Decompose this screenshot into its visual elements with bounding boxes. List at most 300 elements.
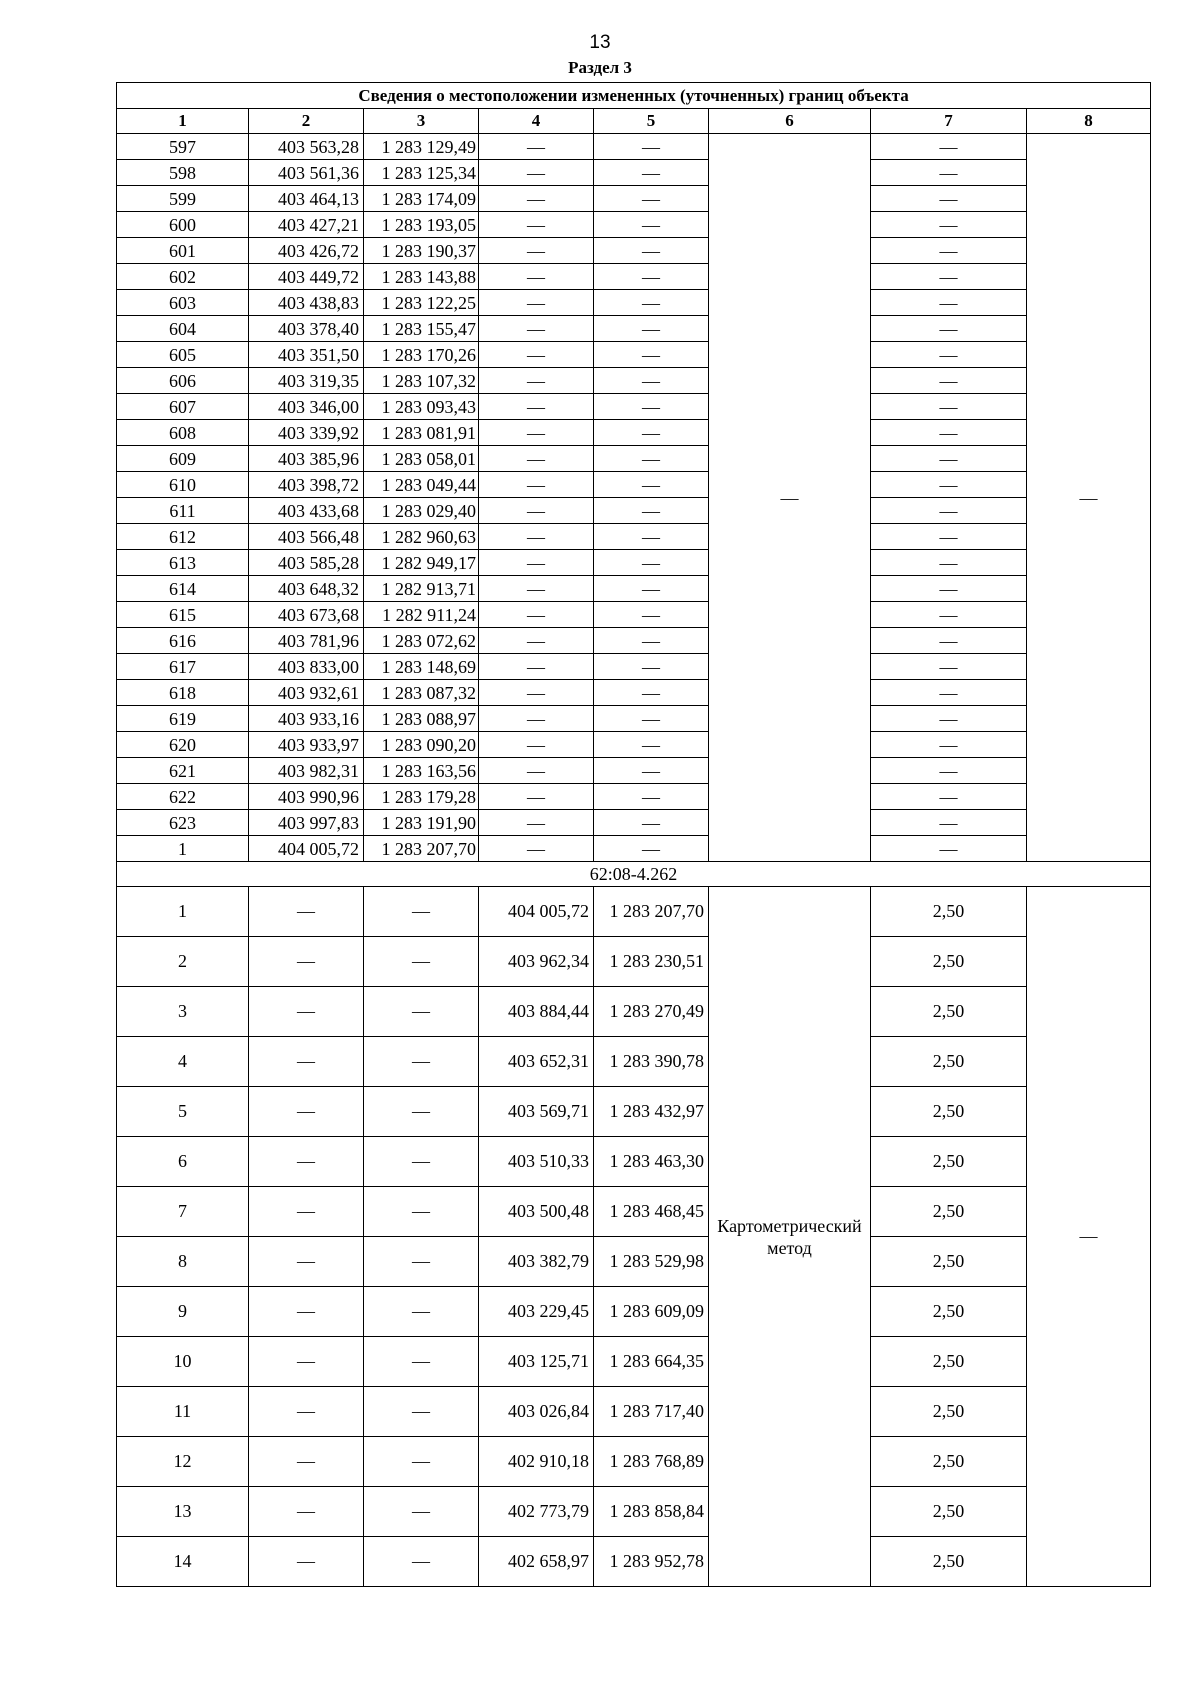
table-row: [117, 446, 1151, 472]
coord-x-cell: 403 398,72: [249, 472, 364, 498]
coord-x-cell: —: [249, 1037, 364, 1087]
table-row: [117, 810, 1151, 836]
coord-x-cell: 403 566,48: [249, 524, 364, 550]
accuracy-cell: 2,50: [871, 1487, 1027, 1537]
point-number-cell: 621: [117, 758, 249, 784]
accuracy-cell: 2,50: [871, 1337, 1027, 1387]
accuracy-cell: —: [871, 524, 1027, 550]
accuracy-cell: —: [871, 264, 1027, 290]
table-row: [117, 784, 1151, 810]
accuracy-cell: —: [871, 134, 1027, 160]
new-x-cell: —: [479, 134, 594, 160]
accuracy-cell: —: [871, 810, 1027, 836]
method-cell: —: [709, 134, 871, 862]
coord-x-cell: 403 561,36: [249, 160, 364, 186]
coord-y-cell: —: [364, 1187, 479, 1237]
table-row: [117, 706, 1151, 732]
coord-x-cell: —: [249, 1087, 364, 1137]
new-y-cell: —: [594, 706, 709, 732]
page-number: 13: [589, 32, 611, 53]
coord-x-cell: 403 990,96: [249, 784, 364, 810]
coord-x-cell: 403 378,40: [249, 316, 364, 342]
accuracy-cell: —: [871, 706, 1027, 732]
accuracy-cell: 2,50: [871, 887, 1027, 937]
coord-y-cell: 1 283 090,20: [364, 732, 479, 758]
table-row: [117, 238, 1151, 264]
accuracy-cell: 2,50: [871, 1387, 1027, 1437]
coord-y-cell: 1 283 029,40: [364, 498, 479, 524]
accuracy-cell: —: [871, 576, 1027, 602]
method-cell: Картометрический метод: [709, 887, 871, 1587]
coord-y-cell: —: [364, 1287, 479, 1337]
accuracy-cell: 2,50: [871, 937, 1027, 987]
table-row: [117, 212, 1151, 238]
new-y-cell: 1 283 858,84: [594, 1487, 709, 1537]
coord-y-cell: 1 283 163,56: [364, 758, 479, 784]
accuracy-cell: —: [871, 342, 1027, 368]
coord-y-cell: 1 283 174,09: [364, 186, 479, 212]
new-x-cell: 403 569,71: [479, 1087, 594, 1137]
new-y-cell: —: [594, 810, 709, 836]
table-row: [117, 1237, 1151, 1287]
column-header: 7: [871, 109, 1027, 134]
table-row: [117, 420, 1151, 446]
table-row: [117, 550, 1151, 576]
coord-x-cell: 403 339,92: [249, 420, 364, 446]
point-number-cell: 605: [117, 342, 249, 368]
table-row: [117, 186, 1151, 212]
new-y-cell: 1 283 230,51: [594, 937, 709, 987]
accuracy-cell: 2,50: [871, 1537, 1027, 1587]
new-x-cell: —: [479, 654, 594, 680]
new-y-cell: —: [594, 212, 709, 238]
accuracy-cell: 2,50: [871, 1437, 1027, 1487]
coord-y-cell: —: [364, 987, 479, 1037]
accuracy-cell: —: [871, 498, 1027, 524]
point-number-cell: 611: [117, 498, 249, 524]
point-number-cell: 12: [117, 1437, 249, 1487]
new-x-cell: —: [479, 706, 594, 732]
point-number-cell: 5: [117, 1087, 249, 1137]
point-number-cell: 622: [117, 784, 249, 810]
accuracy-cell: —: [871, 186, 1027, 212]
coord-y-cell: 1 283 207,70: [364, 836, 479, 862]
new-x-cell: 402 658,97: [479, 1537, 594, 1587]
point-number-cell: 618: [117, 680, 249, 706]
coord-x-cell: 403 933,16: [249, 706, 364, 732]
coord-x-cell: 403 438,83: [249, 290, 364, 316]
table-row: [117, 602, 1151, 628]
table-row: [117, 732, 1151, 758]
new-y-cell: 1 283 432,97: [594, 1087, 709, 1137]
new-y-cell: 1 283 609,09: [594, 1287, 709, 1337]
coord-x-cell: —: [249, 1137, 364, 1187]
accuracy-cell: —: [871, 160, 1027, 186]
coord-x-cell: 403 933,97: [249, 732, 364, 758]
new-y-cell: 1 283 270,49: [594, 987, 709, 1037]
new-y-cell: —: [594, 342, 709, 368]
point-number-cell: 606: [117, 368, 249, 394]
new-y-cell: 1 283 207,70: [594, 887, 709, 937]
new-x-cell: —: [479, 810, 594, 836]
point-number-cell: 602: [117, 264, 249, 290]
new-x-cell: —: [479, 576, 594, 602]
point-number-cell: 601: [117, 238, 249, 264]
table-row: [117, 342, 1151, 368]
point-number-cell: 616: [117, 628, 249, 654]
object-id: 62:08-4.262: [117, 862, 1151, 887]
new-x-cell: —: [479, 498, 594, 524]
new-y-cell: —: [594, 654, 709, 680]
coord-y-cell: 1 283 107,32: [364, 368, 479, 394]
point-number-cell: 619: [117, 706, 249, 732]
table-row: [117, 316, 1151, 342]
new-y-cell: —: [594, 394, 709, 420]
coord-x-cell: 403 648,32: [249, 576, 364, 602]
column-header: 5: [594, 109, 709, 134]
new-x-cell: —: [479, 290, 594, 316]
coord-x-cell: 403 351,50: [249, 342, 364, 368]
coord-y-cell: 1 283 058,01: [364, 446, 479, 472]
coord-y-cell: —: [364, 1237, 479, 1287]
table-row: [117, 758, 1151, 784]
coord-x-cell: 403 385,96: [249, 446, 364, 472]
accuracy-cell: —: [871, 394, 1027, 420]
point-number-cell: 604: [117, 316, 249, 342]
new-y-cell: —: [594, 498, 709, 524]
point-number-cell: 6: [117, 1137, 249, 1187]
coord-x-cell: 403 781,96: [249, 628, 364, 654]
new-x-cell: 402 773,79: [479, 1487, 594, 1537]
table-row: [117, 576, 1151, 602]
new-y-cell: —: [594, 732, 709, 758]
new-x-cell: —: [479, 238, 594, 264]
new-x-cell: —: [479, 212, 594, 238]
coord-x-cell: —: [249, 1237, 364, 1287]
new-y-cell: 1 283 664,35: [594, 1337, 709, 1387]
coord-x-cell: —: [249, 937, 364, 987]
accuracy-cell: —: [871, 446, 1027, 472]
coord-y-cell: 1 283 179,28: [364, 784, 479, 810]
point-number-cell: 610: [117, 472, 249, 498]
table-row: [117, 1187, 1151, 1237]
point-number-cell: 1: [117, 887, 249, 937]
new-x-cell: —: [479, 680, 594, 706]
new-x-cell: —: [479, 342, 594, 368]
coord-y-cell: 1 282 960,63: [364, 524, 479, 550]
point-number-cell: 3: [117, 987, 249, 1037]
new-x-cell: —: [479, 524, 594, 550]
object-id-row: [117, 862, 1151, 887]
table-row: [117, 1087, 1151, 1137]
new-y-cell: 1 283 768,89: [594, 1437, 709, 1487]
description-cell: —: [1027, 134, 1151, 862]
column-header-row: [117, 109, 1151, 134]
coord-y-cell: 1 283 088,97: [364, 706, 479, 732]
new-x-cell: —: [479, 420, 594, 446]
new-x-cell: 403 884,44: [479, 987, 594, 1037]
coord-y-cell: —: [364, 1437, 479, 1487]
new-y-cell: 1 283 529,98: [594, 1237, 709, 1287]
coord-y-cell: 1 283 049,44: [364, 472, 479, 498]
accuracy-cell: —: [871, 654, 1027, 680]
new-x-cell: —: [479, 732, 594, 758]
point-number-cell: 7: [117, 1187, 249, 1237]
coord-x-cell: —: [249, 1337, 364, 1387]
coord-y-cell: 1 283 155,47: [364, 316, 479, 342]
table-row: [117, 498, 1151, 524]
coord-x-cell: 403 997,83: [249, 810, 364, 836]
point-number-cell: 608: [117, 420, 249, 446]
coord-x-cell: 403 426,72: [249, 238, 364, 264]
accuracy-cell: —: [871, 290, 1027, 316]
boundary-table: [116, 82, 1151, 1587]
point-number-cell: 9: [117, 1287, 249, 1337]
coord-y-cell: 1 283 191,90: [364, 810, 479, 836]
table-row: [117, 524, 1151, 550]
accuracy-cell: 2,50: [871, 1187, 1027, 1237]
table-row: [117, 394, 1151, 420]
new-x-cell: 403 229,45: [479, 1287, 594, 1337]
accuracy-cell: —: [871, 758, 1027, 784]
accuracy-cell: —: [871, 238, 1027, 264]
coord-y-cell: 1 283 148,69: [364, 654, 479, 680]
coord-x-cell: 403 673,68: [249, 602, 364, 628]
coord-x-cell: 403 585,28: [249, 550, 364, 576]
coord-x-cell: 403 563,28: [249, 134, 364, 160]
coord-x-cell: 403 319,35: [249, 368, 364, 394]
new-x-cell: —: [479, 316, 594, 342]
table-row: [117, 628, 1151, 654]
point-number-cell: 607: [117, 394, 249, 420]
accuracy-cell: 2,50: [871, 1087, 1027, 1137]
new-y-cell: —: [594, 472, 709, 498]
table-row: [117, 937, 1151, 987]
coord-x-cell: 403 449,72: [249, 264, 364, 290]
new-x-cell: —: [479, 186, 594, 212]
new-y-cell: —: [594, 836, 709, 862]
accuracy-cell: 2,50: [871, 987, 1027, 1037]
coord-y-cell: —: [364, 1387, 479, 1437]
new-y-cell: 1 283 390,78: [594, 1037, 709, 1087]
accuracy-cell: —: [871, 836, 1027, 862]
new-x-cell: —: [479, 784, 594, 810]
table-row: [117, 160, 1151, 186]
point-number-cell: 617: [117, 654, 249, 680]
coord-x-cell: 403 464,13: [249, 186, 364, 212]
accuracy-cell: —: [871, 784, 1027, 810]
point-number-cell: 8: [117, 1237, 249, 1287]
accuracy-cell: 2,50: [871, 1037, 1027, 1087]
accuracy-cell: —: [871, 550, 1027, 576]
table-row: [117, 1537, 1151, 1587]
coord-x-cell: —: [249, 987, 364, 1037]
new-y-cell: —: [594, 186, 709, 212]
new-x-cell: 403 026,84: [479, 1387, 594, 1437]
new-y-cell: 1 283 717,40: [594, 1387, 709, 1437]
accuracy-cell: 2,50: [871, 1137, 1027, 1187]
coord-y-cell: 1 283 193,05: [364, 212, 479, 238]
table-row: [117, 264, 1151, 290]
new-y-cell: —: [594, 264, 709, 290]
point-number-cell: 13: [117, 1487, 249, 1537]
table-row: [117, 1287, 1151, 1337]
coord-y-cell: —: [364, 1487, 479, 1537]
table-row: [117, 1387, 1151, 1437]
coord-y-cell: —: [364, 1137, 479, 1187]
table-row: [117, 987, 1151, 1037]
new-y-cell: —: [594, 784, 709, 810]
coord-x-cell: —: [249, 1387, 364, 1437]
column-header: 4: [479, 109, 594, 134]
new-x-cell: —: [479, 368, 594, 394]
new-y-cell: —: [594, 420, 709, 446]
new-x-cell: 403 500,48: [479, 1187, 594, 1237]
accuracy-cell: —: [871, 316, 1027, 342]
point-number-cell: 598: [117, 160, 249, 186]
new-x-cell: —: [479, 628, 594, 654]
new-x-cell: —: [479, 264, 594, 290]
accuracy-cell: —: [871, 602, 1027, 628]
point-number-cell: 623: [117, 810, 249, 836]
new-x-cell: 403 652,31: [479, 1037, 594, 1087]
point-number-cell: 620: [117, 732, 249, 758]
coord-x-cell: 403 932,61: [249, 680, 364, 706]
coord-y-cell: 1 283 072,62: [364, 628, 479, 654]
coord-y-cell: —: [364, 887, 479, 937]
table-row: [117, 1137, 1151, 1187]
column-header: 2: [249, 109, 364, 134]
new-y-cell: —: [594, 680, 709, 706]
coord-x-cell: —: [249, 1487, 364, 1537]
table-row: [117, 368, 1151, 394]
table-row: [117, 836, 1151, 862]
table-row: [117, 680, 1151, 706]
new-y-cell: —: [594, 628, 709, 654]
coord-x-cell: 403 427,21: [249, 212, 364, 238]
point-number-cell: 11: [117, 1387, 249, 1437]
coord-y-cell: 1 283 190,37: [364, 238, 479, 264]
point-number-cell: 614: [117, 576, 249, 602]
coord-x-cell: —: [249, 1187, 364, 1237]
new-y-cell: —: [594, 550, 709, 576]
new-x-cell: 404 005,72: [479, 887, 594, 937]
table-row: [117, 887, 1151, 937]
coord-x-cell: 403 982,31: [249, 758, 364, 784]
coord-y-cell: —: [364, 1537, 479, 1587]
new-x-cell: —: [479, 394, 594, 420]
table-row: [117, 290, 1151, 316]
new-x-cell: —: [479, 446, 594, 472]
new-x-cell: —: [479, 602, 594, 628]
new-y-cell: —: [594, 238, 709, 264]
table-row: [117, 1337, 1151, 1387]
new-x-cell: —: [479, 550, 594, 576]
new-y-cell: —: [594, 134, 709, 160]
column-header: 8: [1027, 109, 1151, 134]
coord-y-cell: 1 283 081,91: [364, 420, 479, 446]
coord-y-cell: 1 283 143,88: [364, 264, 479, 290]
coord-y-cell: 1 283 170,26: [364, 342, 479, 368]
point-number-cell: 14: [117, 1537, 249, 1587]
column-header: 1: [117, 109, 249, 134]
section-title: Раздел 3: [568, 58, 632, 77]
coord-y-cell: —: [364, 937, 479, 987]
accuracy-cell: 2,50: [871, 1237, 1027, 1287]
new-x-cell: —: [479, 836, 594, 862]
new-y-cell: 1 283 468,45: [594, 1187, 709, 1237]
description-cell: —: [1027, 887, 1151, 1587]
new-y-cell: —: [594, 290, 709, 316]
new-x-cell: 402 910,18: [479, 1437, 594, 1487]
column-header: 3: [364, 109, 479, 134]
new-y-cell: —: [594, 316, 709, 342]
coord-y-cell: 1 282 911,24: [364, 602, 479, 628]
new-x-cell: 403 962,34: [479, 937, 594, 987]
point-number-cell: 597: [117, 134, 249, 160]
new-y-cell: —: [594, 758, 709, 784]
coord-x-cell: —: [249, 1537, 364, 1587]
accuracy-cell: —: [871, 368, 1027, 394]
point-number-cell: 603: [117, 290, 249, 316]
new-y-cell: 1 283 463,30: [594, 1137, 709, 1187]
coord-y-cell: 1 283 122,25: [364, 290, 479, 316]
coord-y-cell: 1 282 949,17: [364, 550, 479, 576]
point-number-cell: 609: [117, 446, 249, 472]
accuracy-cell: —: [871, 680, 1027, 706]
point-number-cell: 600: [117, 212, 249, 238]
table-row: [117, 1037, 1151, 1087]
new-y-cell: —: [594, 524, 709, 550]
accuracy-cell: —: [871, 420, 1027, 446]
table-row: [117, 1437, 1151, 1487]
coord-y-cell: 1 283 093,43: [364, 394, 479, 420]
table-row: [117, 134, 1151, 160]
column-header: 6: [709, 109, 871, 134]
point-number-cell: 4: [117, 1037, 249, 1087]
new-x-cell: —: [479, 160, 594, 186]
accuracy-cell: —: [871, 212, 1027, 238]
table-caption: Сведения о местоположении измененных (уточненных) границ объекта: [117, 83, 1151, 109]
table-row: [117, 1487, 1151, 1537]
accuracy-cell: —: [871, 732, 1027, 758]
coord-x-cell: —: [249, 1287, 364, 1337]
accuracy-cell: —: [871, 472, 1027, 498]
coord-y-cell: 1 283 125,34: [364, 160, 479, 186]
new-x-cell: —: [479, 758, 594, 784]
coord-x-cell: 403 833,00: [249, 654, 364, 680]
coord-y-cell: —: [364, 1087, 479, 1137]
new-y-cell: —: [594, 576, 709, 602]
new-x-cell: 403 382,79: [479, 1237, 594, 1287]
coord-x-cell: —: [249, 887, 364, 937]
point-number-cell: 613: [117, 550, 249, 576]
table-row: [117, 472, 1151, 498]
accuracy-cell: 2,50: [871, 1287, 1027, 1337]
point-number-cell: 599: [117, 186, 249, 212]
table-row: [117, 654, 1151, 680]
coord-x-cell: —: [249, 1437, 364, 1487]
new-y-cell: —: [594, 446, 709, 472]
coord-y-cell: —: [364, 1037, 479, 1087]
coord-y-cell: —: [364, 1337, 479, 1387]
new-x-cell: 403 125,71: [479, 1337, 594, 1387]
point-number-cell: 612: [117, 524, 249, 550]
point-number-cell: 615: [117, 602, 249, 628]
point-number-cell: 10: [117, 1337, 249, 1387]
new-x-cell: —: [479, 472, 594, 498]
coord-x-cell: 403 346,00: [249, 394, 364, 420]
